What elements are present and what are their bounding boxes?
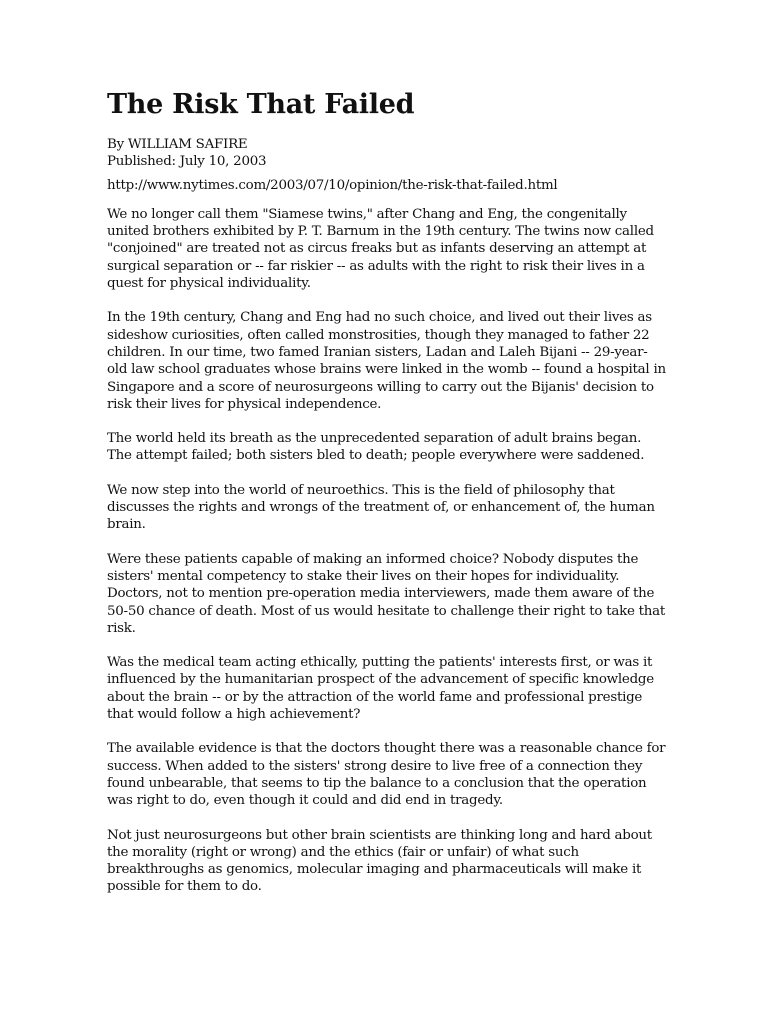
article-url: http://www.nytimes.com/2003/07/10/opinion/the-risk-that-failed.html — [107, 177, 558, 193]
paragraph-1: We no longer call them "Siamese twins," after Chang and Eng, the congenitally united brothers exhibited by P. T. Barnum in the 19th century. The twins now called "conjoined" are treated not as circus freaks but as infants deserving an attempt at surgical separation or -- far riskier -- as adults with the right to risk their lives in a quest for physical individuality. — [107, 206, 654, 292]
byline: By WILLIAM SAFIRE — [107, 137, 248, 152]
article-title: The Risk That Failed — [107, 89, 415, 120]
article-body — [107, 206, 667, 896]
article — [107, 88, 667, 913]
paragraph-5: Were these patients capable of making an informed choice? Nobody disputes the sisters' mental competency to stake their lives on their hopes for individuality. Doctors, not to mention pre-operation media interviewers, made them aware of the 50-50 chance of death. Most of us would hesitate to challenge their right to take that risk. — [107, 551, 666, 636]
paragraph-8: Not just neurosurgeons but other brain scientists are thinking long and hard about the morality (right or wrong) and the ethics (fair or unfair) of what such breakthroughs as genomics, molecular imaging and pharmaceuticals will make it possible for them to do. — [107, 827, 652, 895]
paragraph-6: Was the medical team acting ethically, putting the patients' interests first, or was it influenced by the humanitarian prospect of the advancement of specific knowledge about the brain -- or by the attraction of the world fame and professional prestige that would follow a high achievement? — [107, 655, 654, 723]
paragraph-7: The available evidence is that the doctors thought there was a reasonable chance for success. When added to the sisters' strong desire to live free of a connection they found unbearable, that seems to tip the balance to a conclusion that the operation was right to do, even though it could and did end in tragedy. — [107, 741, 666, 809]
paragraph-3: The world held its breath as the unprecedented separation of adult brains began. The attempt failed; both sisters bled to death; people everywhere were saddened. — [107, 431, 645, 464]
paragraph-4: We now step into the world of neuroethics. This is the field of philosophy that discusses the rights and wrongs of the treatment of, or enhancement of, the human brain. — [107, 482, 655, 533]
published-date: Published: July 10, 2003 — [107, 154, 267, 170]
paragraph-2: In the 19th century, Chang and Eng had no such choice, and lived out their lives as sideshow curiosities, often called monstrosities, though they managed to father 22 children. In our time, two famed Iranian sisters, Ladan and Laleh Bijani -- 29-year-old law school graduates whose brains were linked in the womb -- found a hospital in Singapore and a score of neurosurgeons willing to carry out the Bijanis' decision to risk their lives for physical independence. — [107, 310, 666, 412]
